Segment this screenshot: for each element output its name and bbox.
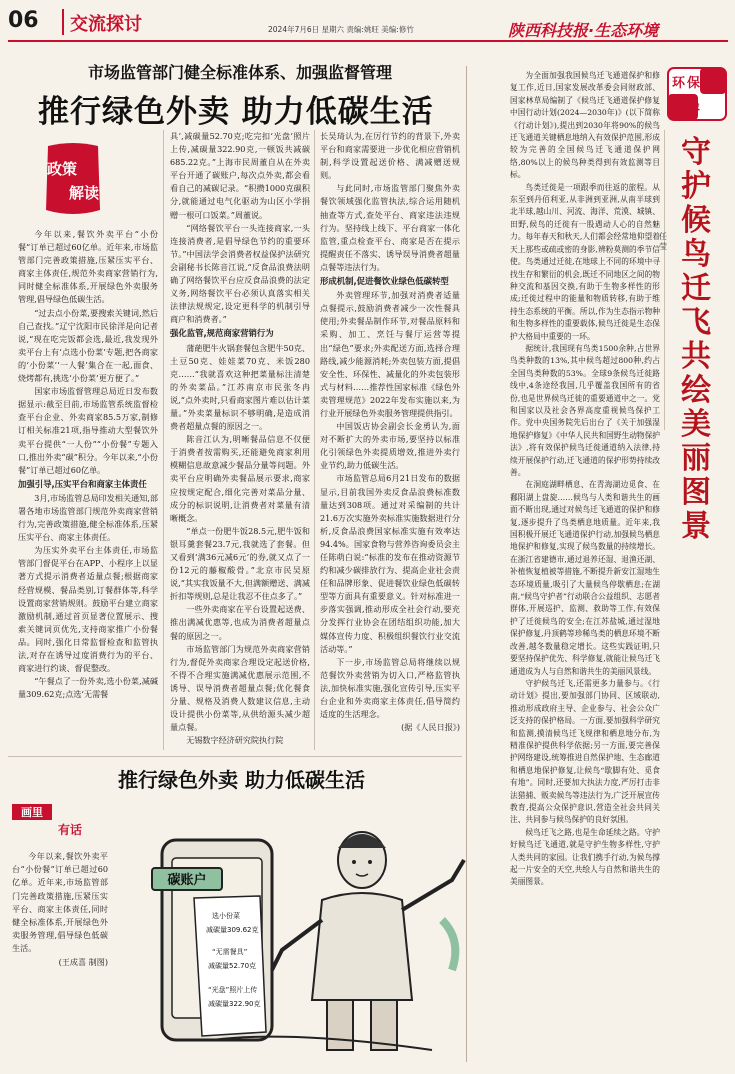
paragraph: 陈音江认为,明晰餐品信息不仅便于消费者按需购买,还能避免商家利用模糊信息故意减少餐品分量等问题。外卖平台应明确外卖餐品展示要求,商家应按规定配合,细化完善对菜品分量、成分的标识说明,让消费者对菜量有清晰概念。 — [170, 434, 310, 523]
paragraph: 外卖管理环节,加强对消费者适量点餐提示,鼓励消费者减少一次性餐具使用;外卖餐品制作环节,对餐品原料和采购、加工、烹饪与餐厅运营等提出“绿色”要求;外卖配送方面,选择合理路线,减少能源消耗;外卖包装方面,提倡安全性、环保性、减量化的外卖包装形式与材料……推荐性国家标准《绿色外卖管理规范》2022年发布实施以来,为行业开展绿色外卖服务管理提供指引。 — [320, 290, 460, 418]
header-rule — [8, 40, 728, 42]
receipt-line: 减碳量52.70克 — [208, 962, 257, 970]
paragraph: 为全面加强我国候鸟迁飞通道保护和修复工作,近日,国家发展改革委会同财政部、国家林草局编制了《候鸟迁飞通道保护修复中国行动计划(2024—2030年)》(以下简称《行动计划》),提出到2030年将90%的候鸟迁飞通道关键栖息地纳入有效保护范围,形成较为完善的全国候鸟迁飞通道保护网络,80%以上的候鸟种类得到有效监测等目标。 — [510, 71, 660, 180]
date-line: 2024年7月6日 星期六 责编:姚旺 美编:修竹 — [268, 25, 414, 34]
column-rule — [163, 130, 164, 750]
cartoon-caption — [12, 850, 108, 969]
paragraph: 长吴琦认为,在厉行节约的背景下,外卖平台和商家需要进一步优化相应营销机制,科学设置起送价格、满减赠送规则。 — [320, 131, 460, 181]
article1-column-1 — [18, 228, 158, 758]
column-rule — [314, 130, 315, 750]
section-title: 交流探讨 — [70, 14, 142, 35]
paragraph: 候鸟迁飞之路,也是生命延续之路。守护好候鸟迁飞通道,就是守护生物多样性,守护人类共同的家园。让我们携手行动,为候鸟撑起一片安全的天空,共绘人与自然和谐共生的美丽图景。 — [510, 827, 660, 887]
receipt-line: “无需餐具” — [212, 948, 248, 956]
cartoon-illustration — [112, 800, 492, 1060]
paragraph: 据统计,我国现有鸟类1500余种,占世界鸟类种数的13%,其中候鸟超过800种,约占全国鸟类种数的53%。全球9条候鸟迁徙路线中,4条途经我国,几乎覆盖我国所有的省份,也是世界候鸟迁徙的重要通道中之一。党和国家以及社会各界高度重视候鸟保护工作。党中央国务院先后出台了《关于加强湿地保护修复》《中华人民共和国野生动物保护法》,将有效保护候鸟迁徙通道纳入法律,持续开展保护行动,迁飞通道的保护形势持续改善。 — [510, 343, 660, 477]
badge-bottom: 解读 — [68, 184, 100, 202]
paragraph: “午餐点了一份外卖,选小份菜,减碱量309.62克;点选‘无需餐 — [18, 676, 158, 700]
paragraph: 在洞庭湖畔栖息、在青海湖边觅食、在鄱阳湖上盘旋……候鸟与人类和谐共生的画面不断出现,通过对候鸟迁飞通道的保护和修复,逐步提升了鸟类栖息地质量。近年来,我国积极开展迁飞通道保护行动,加强候鸟栖息地保护和修复,实现了候鸟数量的持续增长。在浙江省建德市,通过退养还湿、退渔还湖、补植恢复植被等措施,不断提升新安江湿地生态环境质量,吸引了大量候鸟停歇栖息;在湖南,“候鸟守护者”行动联合公益组织、志愿者群体,开展巡护、监测、救助等工作,有效保护了迁徙候鸟的安全;在江苏盐城,通过湿地保护修复,丹顶鹤等珍稀鸟类的栖息环境不断改善,越冬数量稳定增长。这些实践证明,只要坚持保护优先、科学修复,就能让候鸟迁飞通道成为人与自然和谐共生的美丽风景线。 — [510, 480, 660, 676]
article2-column — [510, 70, 660, 1060]
policy-badge — [42, 140, 104, 218]
article1-column-2 — [170, 130, 310, 758]
paragraph: 守护候鸟迁飞,还需更多力量参与。《行动计划》提出,要加强部门协同、区域联动,推动形成政府主导、企业参与、社会公众广泛支持的保护格局。一方面,要加强科学研究和监测,摸清候鸟迁飞规律和栖息地分布,为精准保护提供科学依据;另一方面,要完善保护网络建设,统筹推进自然保护地、生态廊道和栖息地保护修复,让候鸟“歇脚有处、觅食有地”。同时,还要加大执法力度,严厉打击非法猎捕、贩卖候鸟等违法行为,广泛开展宣传教育,提高公众保护意识,营造全社会共同关注、共同参与候鸟保护的良好氛围。 — [510, 678, 660, 825]
tag-top-text: 环保 — [672, 76, 703, 91]
paragraph: 3月,市场监管总局印发相关通知,部署各地市场监管部门规范外卖商家营销行为,完善政策措施,健全标准体系,压紧压实平台、商家主体责任。 — [18, 492, 158, 543]
article2-title: 守护候鸟迁飞 共绘美丽图景 — [681, 135, 711, 544]
paragraph: “单点一份肥牛饭28.5元,肥牛饭和银耳羹套餐23.7元,我就选了套餐。但又看到‘满36元减6元’的券,就又点了一份12元的藤椒酸骨。”北京市民吴原说,“其实我饭量不大,但满额赠送、满减折扣等规则,总是让我忍不住点多了。” — [170, 525, 310, 602]
subheading: 强化监管,规范商家营销行为 — [170, 328, 274, 339]
paragraph: 为压实外卖平台主体责任,市场监管部门督促平台在APP、小程序上以显著方式提示消费者适量点餐;根据商家经营规模、餐品类别,订餐群体等,科学设置商家营销规则。鼓励平台建立商家激励机制,通过首页显著位置展示、搜索关键词页优先,支持商家推广小份餐品。同时,强化日常监督检查和监管执法,对存在诱导过度消费行为的平台、商家进行约谈、督促整改。 — [18, 545, 158, 674]
subheading: 形成机制,促进餐饮业绿色低碳转型 — [320, 276, 449, 287]
paragraph: 鸟类迁徙是一项跟季而往返的旅程。从东至到丹佰利亚,从非洲到亚洲,从南半球到北半球,越山川、河流、海洋、荒漠、城镇、田野,候鸟的迁徙有一股遇动人心的自然魅力。每年春天和秋天,人们都会经常地仰望着天上那些或疏或密的身影,辨粉莫测的季节信使。鸟类通过迁徙,在地球上不同的环境中寻找生存和繁衍的机会,既迁不同地区之间的物种交流和基因交换,有助于生物多样性的形成;迁徙过程中的能量和物质转移,有助于维持生态系统的平衡。所以,作为生态指示物种和生物多样性的重要载体,候鸟迁徙是生态保护大格局中重要的一环。 — [510, 182, 660, 341]
paragraph: “网络餐饮平台一头连接商家,一头连接消费者,是倡导绿色节约的重要环节。”中国法学会消费者权益保护法研究会副秘书长陈音江说,“反食品浪费法明确了网络餐饮平台应反食品浪费的法定义务,网络餐饮平台必须认真落实相关法律法规规定,设定更科学的机制引导商户和消费者。” — [170, 222, 310, 325]
receipt-line: 减碳量309.62克 — [206, 926, 259, 934]
cartoon-tag — [8, 800, 94, 840]
cartoon-title: 推行绿色外卖 助力低碳生活 — [118, 768, 365, 792]
article-kicker: 市场监管部门健全标准体系、加强监督管理 — [88, 63, 393, 82]
subheading: 加强引导,压实平台和商家主体责任 — [18, 478, 147, 489]
cartoon-credit: (王成喜 制图) — [58, 956, 108, 967]
paragraph: 市场监管总局6月21日发布的数据显示,目前我国外卖反食品浪费标准数量达到308项。通过对采编制的共计21.6万次实施外卖标准实施数据进行分析,反食品浪费国家标准实施有效率达94.4%。国家食物与营养咨询委员会主任陈萌白说:“标准的发布在推动资源节约和减少碳排放行为、提高企业社会责任和品牌形象、促进餐饮业绿色低碳转型等方面具有重要意义。针对标准进一步落实强调,推动形成全社会行动,要充分发挥行业协会在团结组织功能,加大媒体宣传力度、积极组织餐饮行业交流活动等。” — [320, 473, 460, 654]
paragraph: 下一步,市场监管总局将继续以规范餐饮外卖营销为切入口,严格监管执法,加快标准实施,强化宣传引导,压实平台企业和外卖商家主体责任,倡导简约适度的生活理念。 — [320, 656, 460, 720]
page-number: 06 — [8, 8, 39, 33]
paragraph: 与此同时,市场监管部门聚焦外卖餐饮领域强化监管执法,综合运用随机抽查等方式,查处平台、商家违法违规行为。坚持线上线下、平台商家一体化监管,重点检查平台、商家是否在提示提醒责任不落实、诱导误导消费者超量点餐等违法行为。 — [320, 183, 460, 272]
paragraph: 今年以来,餐饮外卖平台“小份餐”订单已超过60亿单。近年来,市场监管部门完善政策措施,压紧压实平台、商家主体责任,规范外卖商家营销行为,同时健全标准体系,开展绿色外卖服务管理,倡导绿色低碳生活。 — [18, 229, 158, 305]
article2-author: 任莹 — [659, 232, 667, 251]
receipt-line: “光盘”照片上传 — [208, 986, 258, 994]
article-headline: 推行绿色外卖 助力低碳生活 — [38, 94, 434, 130]
paragraph: 具’,减碳量52.70克;吃完扣‘光盘’照片上传,减碳量322.90克,一顿饭共减碳685.22克。”上海市民周董自从在外卖平台开通了碳账户,每次点外卖,都会看看自己的减碳记录。“积攒1000克碳积分,就能通过电气化驱动为山区小学捐赠一根可口饭菜。”周董说。 — [170, 131, 310, 220]
receipt-line: 选小份菜 — [212, 912, 240, 920]
article-credit: (据《人民日报》) — [401, 722, 460, 733]
paragraph: 国家市场监督管理总局近日发布数据显示:截至目前,市场监管系统监督检查平台企业、外卖商家85.5万家,制修订相关标准21项,指导推动大型餐饮外卖平台提供“一人份”“小份餐”专题入口,推出外卖“碳”积分。今年以来,“小份餐”订单已超过60亿单。 — [18, 386, 158, 475]
tag-bottom-text: 热评 — [672, 103, 703, 118]
carbon-account-sign: 碳账户 — [167, 873, 207, 888]
column-rule — [664, 130, 665, 430]
paragraph: 蒲葩肥牛火锅套餐包含肥牛50克、土豆50克、娃娃菜70克、米饭280克……“我就喜欢这种把菜量标注清楚的外卖菜品。”江苏南京市民张冬冉说,“点外卖时,只看商家图片难以估计菜量。”外卖菜量标识不够明确,是造成消费者超量点餐的原因之一。 — [170, 342, 310, 432]
paragraph: 中国饭店协会副会长金勇认为,面对不断扩大的外卖市场,要坚持以标准化引领绿色外卖提质增效,推进外卖行业节约,助力低碳生活。 — [320, 421, 460, 471]
caption-text: 今年以来,餐饮外卖平台“小份餐”订单已超过60亿单。近年来,市场监管部门完善政策措施,压紧压实平台、商家主体责任,同时健全标准体系,开展绿色外卖服务管理,倡导绿色低碳生活。 — [12, 851, 108, 954]
newspaper-brand: 陕西科技报·生态环境 — [508, 21, 659, 40]
article1-column-3 — [320, 130, 460, 758]
cartoon-tag-bottom: 有话 — [57, 823, 83, 837]
paragraph: 无锡数字经济研究院执行院 — [186, 735, 284, 746]
badge-top: 政策 — [46, 160, 78, 178]
paragraph: “过去点小份菜,要搜索关键词,然后自己查找。”辽宁沈阳市民徐洋是向记者说,“现在吃完饭都会选,最近,我发现外卖平台上有‘点选小份菜’专题,把各商家的‘小份菜’‘一人餐’集合在一起,面食、烧烤都有,挑选‘小份菜’更方便了。” — [18, 307, 158, 384]
cartoon-tag-top: 画里 — [21, 806, 43, 819]
paragraph: 市场监管部门为规范外卖商家营销行为,督促外卖商家合理设定起送价格,不得不合理实施满减优惠展示范围,不诱导、误导消费者超量点餐;优化餐食分量、规格及消费人数建议信息,主动设计提供小份菜等,从供给源头减少超量点餐。 — [170, 643, 310, 733]
paragraph: 一些外卖商家在平台设置起送费、推出满减优惠等,也成为消费者超量点餐的原因之一。 — [170, 604, 310, 641]
receipt-line: 减碳量322.90克 — [208, 1000, 261, 1008]
header-divider — [62, 9, 64, 35]
